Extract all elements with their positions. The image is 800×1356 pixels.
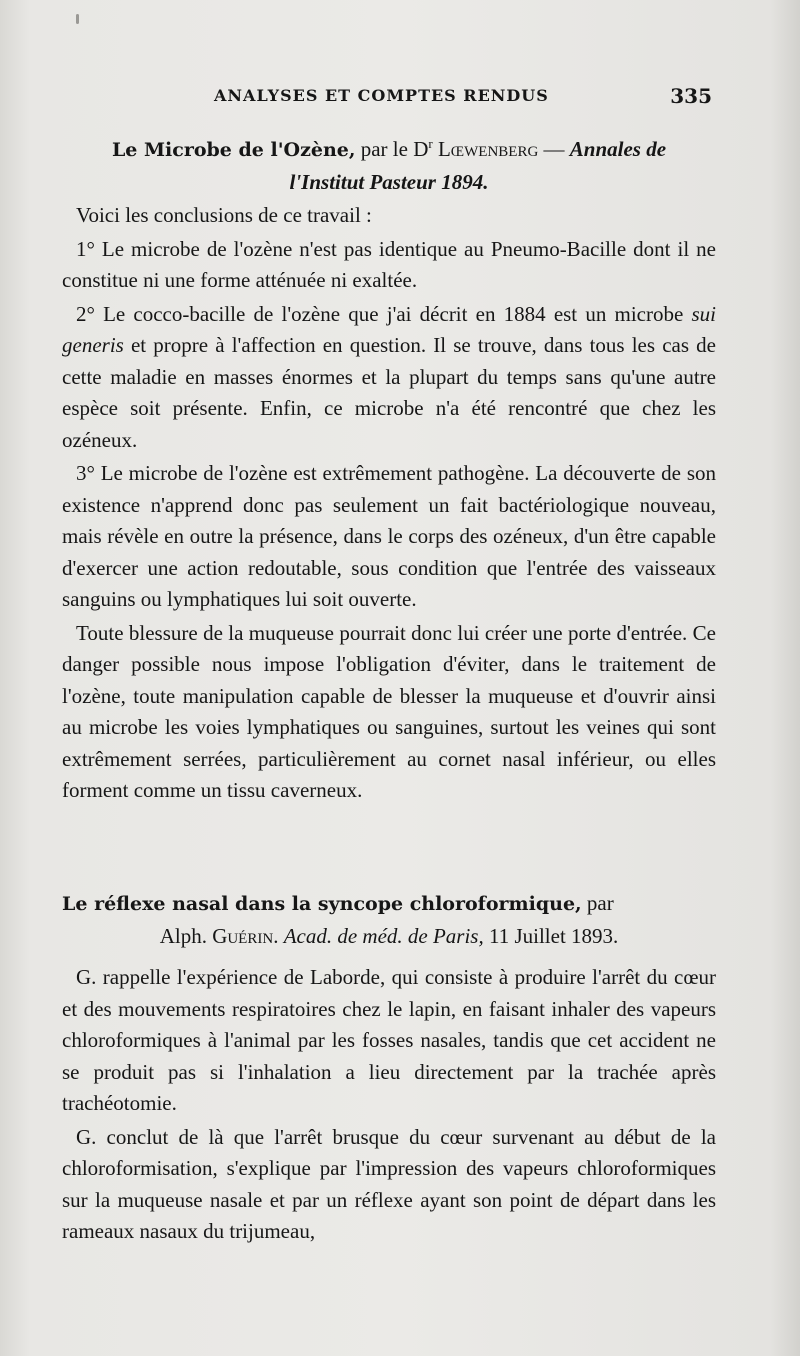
article-1-journal-line1: Annales de bbox=[569, 137, 667, 161]
article-2-date: 11 Juillet 1893. bbox=[483, 923, 619, 948]
article-2-author-last: Guérin bbox=[212, 923, 274, 948]
article-1-conclusion-3: 3° Le microbe de l'ozène est extrêmement pathogène. La découverte de son existence n'apprend donc pas seulement un fait bactériologique nouveau, mais révèle en outre la présence, dans le corps des ozéneux, d'un être capable d'exercer une action redoutable, sous condition que l'entrée des vaisseaux sanguins ou lymphatiques lui soit ouverte. bbox=[62, 461, 716, 611]
article-1-conclusion-2-a: 2° Le cocco-bacille de l'ozène que j'ai décrit en 1884 est un microbe bbox=[76, 301, 692, 326]
article-2-heading bbox=[62, 888, 716, 921]
article-2-source-line bbox=[62, 921, 716, 953]
page-number: 335 bbox=[670, 84, 712, 108]
article-2-period: . bbox=[273, 923, 284, 948]
article-1-sui-generis: sui generis bbox=[62, 301, 716, 357]
article-1-title: Le Microbe de l'Ozène, bbox=[111, 139, 356, 161]
article-1-dash: — bbox=[538, 137, 570, 161]
article-2-par: par bbox=[581, 891, 614, 915]
article-1-author: Lœwenberg bbox=[432, 137, 539, 161]
article-2-paragraph-1: G. rappelle l'expérience de Laborde, qui consiste à produire l'arrêt du cœur et des mouvements respiratoires chez le lapin, en faisant inhaler des vapeurs chloroformiques à l'animal par les fosses nasales, tandis que cet accident ne se produit pas si l'inhalation a lieu directement par la trachée après trachéotomie. bbox=[62, 965, 716, 1115]
article-1-journal-line2: l'Institut Pasteur 1894. bbox=[289, 169, 489, 194]
article-1-journal-line bbox=[62, 167, 716, 199]
article-1-conclusion-2 bbox=[62, 299, 716, 457]
article-1-intro: Voici les conclusions de ce travail : bbox=[76, 203, 372, 227]
running-head bbox=[62, 86, 712, 112]
article-2-journal: Acad. de méd. de Paris, bbox=[283, 923, 484, 948]
article-2 bbox=[62, 888, 716, 1248]
article-1-conclusion-1: 1° Le microbe de l'ozène n'est pas identique au Pneumo-Bacille dont il ne constitue ni une forme atténuée ni exaltée. bbox=[62, 236, 716, 292]
article-1-doctor-sup: r bbox=[428, 136, 433, 151]
article-2-author-first: Alph. bbox=[159, 923, 213, 948]
article-1 bbox=[62, 128, 716, 807]
running-head-title: ANALYSES ET COMPTES RENDUS bbox=[214, 86, 549, 105]
article-1-paragraph-4: Toute blessure de la muqueuse pourrait donc lui créer une porte d'entrée. Ce danger possible nous impose l'obligation d'éviter, dans le traitement de l'ozène, toute manipulation capable de blesser la muqueuse et d'ouvrir ainsi au microbe les voies lymphatiques ou sanguines, surtout les veines qui sont extrêmement serrées, particulièrement au cornet nasal inférieur, ou elles forment comme un tissu caverneux. bbox=[62, 620, 716, 802]
article-1-conclusion-2-b: et propre à l'affection en question. Il se trouve, dans tous les cas de cette maladie en masses énormes et la plupart du temps sans qu'une autre espèce soit présente. Enfin, ce microbe n'a été rencontré que chez les ozéneux. bbox=[62, 333, 716, 452]
article-2-paragraph-2: G. conclut de là que l'arrêt brusque du cœur survenant au début de la chloroformisation, s'explique par l'impression des vapeurs chloroformiques sur la muqueuse nasale et par un réflexe ayant son point de départ dans les rameaux nasaux du trijumeau, bbox=[62, 1124, 716, 1243]
article-1-heading bbox=[62, 128, 716, 167]
article-2-title: Le réflexe nasal dans la syncope chloroformique, bbox=[62, 893, 582, 915]
page-blemish bbox=[76, 14, 79, 24]
article-1-by: par le D bbox=[355, 137, 429, 161]
